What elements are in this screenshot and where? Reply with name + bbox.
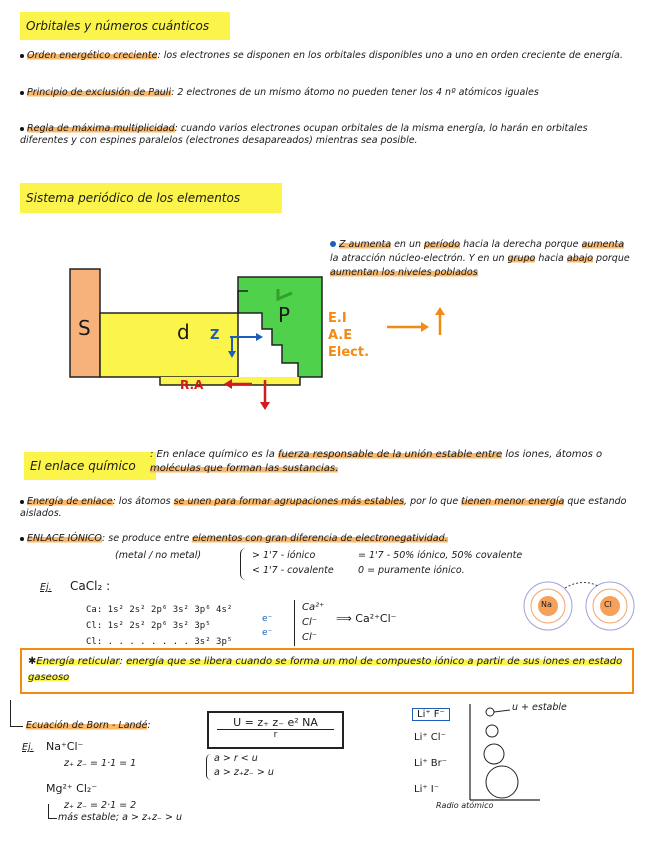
ion-ca: Ca²⁺ [302, 602, 325, 613]
config-cl1: Cl: 1s² 2s² 2p⁶ 3s² 3p⁵ [86, 621, 211, 631]
conclusion-connector [48, 804, 57, 819]
arrowhead [260, 402, 270, 410]
text: , por lo que [404, 496, 462, 507]
ion-cl2: Cl⁻ [302, 632, 318, 643]
rule-puro: 0 = puramente iónico. [358, 565, 465, 576]
born-lande-line [26, 720, 151, 732]
colon: : [147, 720, 151, 731]
bullet-dot [20, 500, 24, 504]
red-arrows [222, 370, 282, 415]
star-bullet: ✱ [28, 656, 37, 667]
p-block [238, 277, 322, 377]
text-multiplicidad: : cuando varios electrones ocupan orbitales de la misma energía, lo harán en orbitales diferentes y con espines paralelos (electrones desapareados) mientras sea posible. [20, 123, 588, 146]
hl-electronegatividad: elementos con gran diferencia de electronegatividad. [192, 533, 448, 544]
ionic-product: ⟹ Ca²⁺Cl⁻ [336, 612, 397, 625]
rules-left [252, 548, 334, 578]
intro-moleculas: moléculas que forman las sustancias. [150, 463, 339, 474]
intro-text: los iones, átomos o [502, 449, 603, 460]
lattice-definition: energía que se libera cuando se forma un mol de compuesto iónico a partir de sus iones en estado gaseoso [28, 656, 623, 683]
example-mgcl2: Mg²⁺ Cl₂⁻ [46, 782, 98, 795]
radius-diagram [460, 700, 550, 810]
term-born-lande: Ecuación de Born - Landé [26, 720, 148, 731]
arrowhead [256, 333, 263, 341]
block-label-d: d [177, 320, 190, 344]
bullet-multiplicidad [20, 123, 630, 147]
term-energia-reticular: Energía reticular [36, 656, 120, 667]
z-label: Z [210, 328, 220, 343]
equation-denominator: r [273, 730, 278, 740]
born-connector [10, 700, 23, 727]
term-multiplicidad: Regla de máxima multiplicidad [27, 123, 175, 134]
radius-axis-label: Radio atómico [436, 801, 494, 810]
property-ae: A.E [328, 328, 353, 343]
arrowhead [435, 307, 445, 315]
note-abajo: abajo [566, 253, 594, 264]
ion-cl1: Cl⁻ [302, 617, 318, 628]
electron-transfer-1: e⁻ [262, 614, 273, 624]
rule-brace [240, 548, 249, 580]
text-orden-energetico: : los electrones se disponen en los orbitales disponibles uno a uno en orden creciente de energía. [157, 50, 623, 61]
config-cl2: Cl: . . . . . . . . 3s² 3p⁵ [86, 637, 233, 647]
intro-fuerza: fuerza responsable de la unión estable entre [278, 449, 503, 460]
ra-label: R.A [180, 378, 204, 392]
block-label-p: P [278, 303, 291, 327]
compound-cacl2: CaCl₂ : [70, 579, 111, 593]
intro-text: : En enlace químico es la [150, 449, 279, 460]
term-enlace-ionico: ENLACE IÓNICO [27, 533, 103, 544]
ion-circle-br [484, 744, 504, 764]
halide-libr: Li⁺ Br⁻ [414, 758, 448, 769]
bullet-orden-energetico [20, 50, 630, 62]
electron-transfer-2: e⁻ [262, 628, 273, 638]
born-example-label: Ej. [22, 742, 34, 753]
rule-50: = 1'7 - 50% iónico, 50% covalente [358, 550, 523, 561]
orange-arrows [385, 305, 455, 345]
example-conclusion: más estable; a > z₊z₋ > u [58, 812, 182, 823]
note-text: en un [391, 239, 425, 250]
rules-right [358, 548, 522, 578]
lattice-energy-text [28, 654, 628, 686]
equation-numerator: U = z₊ z₋ e² NA [217, 716, 334, 730]
arrowhead [224, 379, 232, 389]
example-mgcl2-calc: z₊ z₋ = 2·1 = 2 [64, 800, 137, 811]
section-title-enlace: El enlace químico [24, 452, 156, 480]
blue-dot-bullet [330, 241, 336, 247]
rule-ionico: > 1'7 - iónico [252, 550, 316, 561]
note-text: hacia [535, 253, 567, 264]
config-ca: Ca: 1s² 2s² 2p⁶ 3s² 3p⁶ 4s² [86, 605, 233, 615]
bullet-dot [20, 127, 24, 131]
section-title-orbitales: Orbitales y números cuánticos [20, 12, 230, 40]
note-text: porque [593, 253, 630, 264]
ions [302, 600, 324, 645]
more-stable-label: u + estable [512, 702, 567, 713]
example-label: Ej. [40, 582, 52, 593]
bullet-energia-enlace [20, 496, 630, 520]
atom-label-na: Na [541, 600, 552, 609]
bullet-dot [20, 91, 24, 95]
hl-menor-energia: tienen menor energía [461, 496, 565, 507]
rule-covalente: < 1'7 - covalente [252, 565, 334, 576]
text: : [119, 656, 127, 667]
config-bracket [288, 600, 295, 646]
condition-2: a > z₊z₋ > u [214, 767, 274, 778]
term-orden-energetico: Orden energético creciente [27, 50, 158, 61]
born-equation-box [207, 711, 344, 749]
halide-licl: Li⁺ Cl⁻ [414, 732, 446, 743]
note-grupo: grupo [507, 253, 536, 264]
section-title-sistema-periodico: Sistema periódico de los elementos [20, 183, 282, 213]
example-nacl-calc: z₊ z₋ = 1·1 = 1 [64, 758, 137, 769]
periodic-note [330, 238, 630, 280]
condition-1: a > r < u [214, 753, 258, 764]
text-pauli: : 2 electrones de un mismo átomo no pueden tener los 4 nº atómicos iguales [171, 87, 539, 98]
hl-se-unen: se unen para formar agrupaciones más estables [173, 496, 405, 507]
note-text: la atracción núcleo-electrón. Y en un [330, 253, 508, 264]
transfer-arrow [565, 582, 598, 588]
term-pauli: Principio de exclusión de Pauli [27, 87, 172, 98]
block-label-s: S [78, 316, 91, 340]
metal-note: (metal / no metal) [115, 550, 202, 561]
halide-lif: Li⁺ F⁻ [412, 708, 450, 721]
property-list [328, 310, 369, 361]
conditions [214, 752, 274, 780]
electron-configs [86, 602, 232, 650]
arrowhead [421, 322, 429, 332]
property-ei: E.I [328, 311, 347, 326]
stability-arrow [494, 710, 510, 712]
text: : los átomos [112, 496, 174, 507]
enlace-intro [150, 448, 630, 476]
bullet-dot [20, 54, 24, 58]
nacl-atom-diagram [520, 578, 635, 636]
bullet-enlace-ionico [20, 533, 630, 545]
note-niveles: aumentan los niveles poblados [330, 267, 478, 278]
conditions-brace [206, 754, 213, 780]
ion-circle-cl [486, 725, 498, 737]
atom-label-cl: Cl [604, 600, 612, 609]
ion-circle-f [486, 708, 494, 716]
term-energia-enlace: Energía de enlace [27, 496, 113, 507]
d-block [100, 313, 238, 377]
text: : se produce entre [102, 533, 193, 544]
example-nacl: Na⁺Cl⁻ [46, 740, 84, 753]
text: que estando aislados. [20, 496, 627, 519]
note-periodo: período [424, 239, 461, 250]
bullet-dot [20, 537, 24, 541]
note-text: hacia la derecha porque [460, 239, 582, 250]
ion-circle-i [486, 766, 518, 798]
note-z-aumenta: Z aumenta [339, 239, 392, 250]
bullet-pauli [20, 87, 630, 99]
property-elect: Elect. [328, 345, 370, 360]
halide-lii: Li⁺ I⁻ [414, 784, 440, 795]
note-aumenta: aumenta [581, 239, 625, 250]
